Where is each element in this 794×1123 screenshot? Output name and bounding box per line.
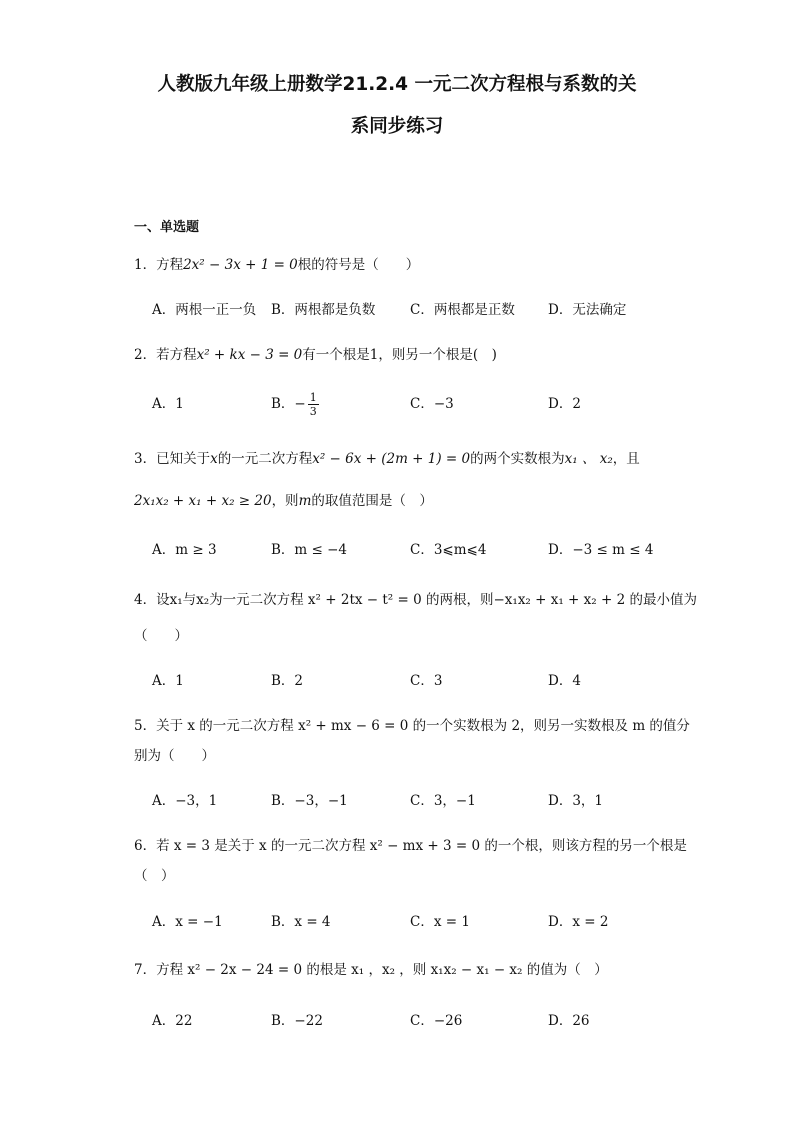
question-1-stem (134, 255, 674, 275)
title-line-1: 人教版九年级上册数学21.2.4 一元二次方程根与系数的关 (157, 74, 637, 95)
variable: x (210, 451, 218, 467)
question-text: 3．已知关于 (134, 451, 211, 467)
question-7-option-c[interactable]: C．−26 (410, 1013, 463, 1029)
question-2-option-c[interactable]: C．−3 (410, 396, 454, 412)
option-b-label: B．− (271, 396, 306, 412)
question-5-option-d[interactable]: D．3，1 (548, 793, 604, 809)
question-3-stem-line-2 (134, 491, 674, 511)
question-4-option-c[interactable]: C．3 (410, 673, 443, 689)
question-5-option-a[interactable]: A．−3，1 (152, 793, 218, 809)
title-line-2: 系同步练习 (350, 116, 444, 137)
question-7-option-d[interactable]: D．26 (548, 1013, 590, 1029)
fraction (308, 391, 319, 418)
question-3-stem-line-1 (134, 449, 674, 469)
question-6-option-c[interactable]: C．x = 1 (410, 914, 470, 930)
variable: m (298, 493, 312, 509)
section-heading: 一、单选题 (134, 220, 200, 235)
question-text: 的取值范围是（ ） (311, 493, 433, 509)
question-text: 2．若方程 (134, 347, 197, 363)
question-2-option-b[interactable] (271, 384, 319, 424)
question-text: 1．方程 (134, 257, 184, 273)
question-1-option-c[interactable]: C．两根都是正数 (410, 302, 515, 318)
question-2-stem (134, 345, 674, 365)
question-2-option-a[interactable]: A．1 (152, 396, 184, 412)
question-7-option-a[interactable]: A．22 (152, 1013, 193, 1029)
fraction-numerator: 1 (309, 391, 317, 404)
question-3-option-d[interactable]: D．−3 ≤ m ≤ 4 (548, 542, 654, 558)
question-7-option-b[interactable]: B．−22 (271, 1013, 323, 1029)
question-4-stem-line-1: 4．设x₁与x₂为一元二次方程 x² + 2tx − t² = 0 的两根，则−x₁x₂ + x₁ + x₂ + 2 的最小值为 (134, 592, 697, 608)
roots: x₁ 、 x₂ (564, 451, 613, 467)
question-3-option-a[interactable]: A．m ≥ 3 (152, 542, 217, 558)
question-4-stem-line-2: （ ） (134, 628, 188, 644)
question-text: 有一个根是1，则另一个根是( ) (302, 347, 497, 363)
question-3-option-b[interactable]: B．m ≤ −4 (271, 542, 348, 558)
question-5-option-c[interactable]: C．3，−1 (410, 793, 476, 809)
question-6-option-a[interactable]: A．x = −1 (152, 914, 223, 930)
equation: x² + kx − 3 = 0 (196, 347, 303, 363)
question-5-option-b[interactable]: B．−3，−1 (271, 793, 348, 809)
question-text: ，且 (612, 451, 640, 467)
question-4-option-a[interactable]: A．1 (152, 673, 184, 689)
question-2-option-d[interactable]: D．2 (548, 396, 581, 412)
question-6-stem-line-1: 6．若 x = 3 是关于 x 的一元二次方程 x² − mx + 3 = 0 的一个根，则该方程的另一个根是 (134, 838, 687, 854)
equation: x² − 6x + (2m + 1) = 0 (312, 451, 471, 467)
question-1-option-a[interactable]: A．两根一正一负 (152, 302, 257, 318)
question-text: 的两个实数根为 (470, 451, 565, 467)
question-text: 的一元二次方程 (217, 451, 313, 467)
fraction-denominator: 3 (309, 405, 317, 418)
question-6-stem-line-2: （ ） (134, 868, 175, 884)
inequality: 2x₁x₂ + x₁ + x₂ ≥ 20 (134, 493, 272, 509)
question-7-stem: 7．方程 x² − 2x − 24 = 0 的根是 x₁ ，x₂ ，则 x₁x₂ − x₁ − x₂ 的值为（ ） (134, 962, 608, 978)
question-text: ，则 (271, 493, 299, 509)
question-5-stem-line-1: 5．关于 x 的一元二次方程 x² + mx − 6 = 0 的一个实数根为 2，则另一实数根及 m 的值分 (134, 718, 690, 734)
question-1-option-d[interactable]: D．无法确定 (548, 302, 627, 318)
question-5-stem-line-2: 别为（ ） (134, 748, 215, 764)
question-1-option-b[interactable]: B．两根都是负数 (271, 302, 376, 318)
question-text: 根的符号是（ ） (297, 257, 420, 273)
question-6-option-b[interactable]: B．x = 4 (271, 914, 331, 930)
equation: 2x² − 3x + 1 = 0 (183, 257, 298, 273)
question-3-option-c[interactable]: C．3⩽m⩽4 (410, 542, 487, 558)
question-6-option-d[interactable]: D．x = 2 (548, 914, 609, 930)
question-4-option-d[interactable]: D．4 (548, 673, 581, 689)
question-4-option-b[interactable]: B．2 (271, 673, 304, 689)
